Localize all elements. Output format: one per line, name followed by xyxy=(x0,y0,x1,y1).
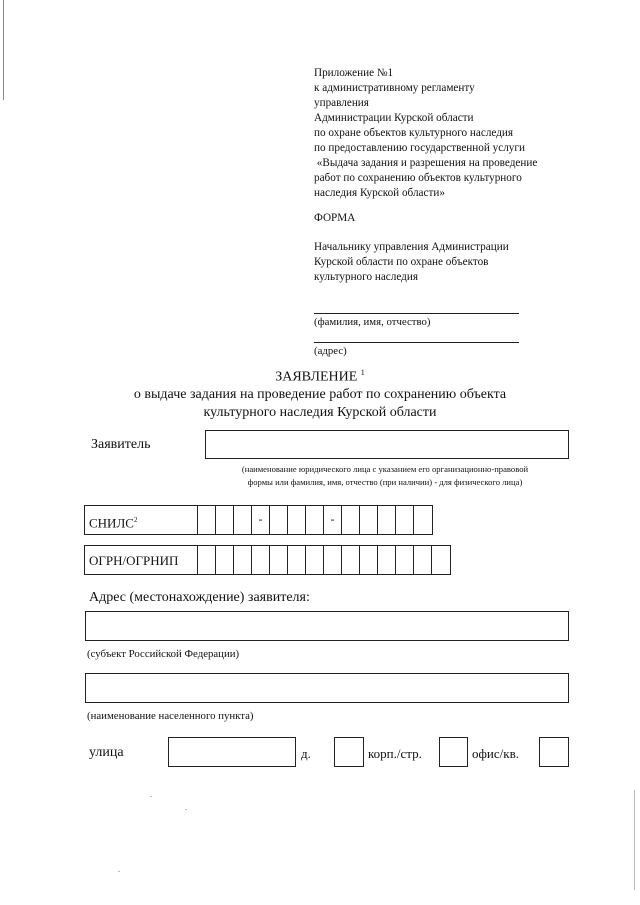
appendix-line: управления xyxy=(314,97,369,109)
snils-label xyxy=(85,506,198,534)
right-margin-mark xyxy=(634,790,635,890)
document-subtitle-line: культурного наследия Курской области xyxy=(203,405,437,420)
ogrn-cell[interactable] xyxy=(432,546,450,574)
applicant-input[interactable] xyxy=(205,430,569,459)
appendix-line: «Выдача задания и разрешения на проведение xyxy=(314,157,538,169)
snils-cell[interactable] xyxy=(378,506,396,534)
applicant-hint-line: (наименование юридического лица с указанием его организационно-правовой xyxy=(241,464,529,474)
fio-line[interactable] xyxy=(314,313,519,314)
ogrn-cell[interactable] xyxy=(414,546,432,574)
title-text: ЗАЯВЛЕНИЕ xyxy=(275,369,358,385)
appendix-line: по предоставлению государственной услуги xyxy=(314,142,525,154)
appendix-line: Администрации Курской области xyxy=(314,112,474,124)
snils-footnote: 2 xyxy=(133,516,138,524)
address-caption: (адрес) xyxy=(314,345,347,357)
ogrn-cell[interactable] xyxy=(288,546,306,574)
office-label: офис/кв. xyxy=(472,746,519,761)
building-input[interactable] xyxy=(439,737,468,767)
snils-cell[interactable] xyxy=(270,506,288,534)
ogrn-cell[interactable] xyxy=(342,546,360,574)
appendix-line: к административному регламенту xyxy=(314,82,475,94)
region-caption: (субъект Российской Федерации) xyxy=(87,648,240,660)
office-input[interactable] xyxy=(539,737,569,767)
addressee-line: культурного наследия xyxy=(314,271,418,283)
applicant-label: Заявитель xyxy=(91,437,151,452)
applicant-hint xyxy=(200,463,570,489)
snils-cell[interactable] xyxy=(360,506,378,534)
street-label: улица xyxy=(89,745,124,760)
snils-separator-cell: - xyxy=(324,506,342,534)
ogrn-cell[interactable] xyxy=(198,546,216,574)
ogrn-cell[interactable] xyxy=(216,546,234,574)
left-margin-mark xyxy=(3,0,4,100)
snils-cell[interactable] xyxy=(234,506,252,534)
snils-cell[interactable] xyxy=(414,506,432,534)
ogrn-cell[interactable] xyxy=(324,546,342,574)
snils-cell[interactable] xyxy=(342,506,360,534)
region-input[interactable] xyxy=(85,611,569,641)
title-footnote: 1 xyxy=(360,368,365,377)
form-label: ФОРМА xyxy=(314,212,356,224)
building-label: корп./стр. xyxy=(368,746,422,761)
appendix-block xyxy=(314,66,614,201)
document-subtitle-line: о выдаче задания на проведение работ по сохранению объекта xyxy=(133,387,507,402)
addressee-block xyxy=(314,240,509,285)
locality-caption: (наименование населенного пункта) xyxy=(87,710,254,722)
address-heading: Адрес (местонахождение) заявителя: xyxy=(89,590,310,605)
ogrn-cell[interactable] xyxy=(234,546,252,574)
snils-field xyxy=(84,505,433,535)
appendix-line: работ по сохранению объектов культурного xyxy=(314,172,522,184)
locality-input[interactable] xyxy=(85,673,569,703)
scan-speck xyxy=(118,871,120,872)
snils-cell[interactable] xyxy=(396,506,414,534)
appendix-line: наследия Курской области» xyxy=(314,187,445,199)
snils-label-text: СНИЛС xyxy=(89,515,134,531)
addressee-line: Начальнику управления Администрации xyxy=(314,241,509,253)
ogrn-cell[interactable] xyxy=(396,546,414,574)
snils-cell[interactable] xyxy=(288,506,306,534)
applicant-hint-line: формы или фамилия, имя, отчество (при наличии) - для физического лица) xyxy=(247,477,523,487)
appendix-line: по охране объектов культурного наследия xyxy=(314,127,514,139)
snils-cell[interactable] xyxy=(216,506,234,534)
ogrn-cell[interactable] xyxy=(360,546,378,574)
snils-separator-cell: - xyxy=(252,506,270,534)
house-input[interactable] xyxy=(334,737,364,767)
scan-speck xyxy=(185,809,187,810)
snils-cell[interactable] xyxy=(306,506,324,534)
addressee-line: Курской области по охране объектов xyxy=(314,256,489,268)
fio-caption: (фамилия, имя, отчество) xyxy=(314,316,431,328)
ogrn-cell[interactable] xyxy=(306,546,324,574)
appendix-line: Приложение №1 xyxy=(314,67,394,79)
address-line[interactable] xyxy=(314,342,519,343)
document-title xyxy=(0,368,640,386)
ogrn-cell[interactable] xyxy=(270,546,288,574)
ogrn-field xyxy=(84,545,451,575)
scan-speck xyxy=(150,796,152,797)
house-label: д. xyxy=(301,746,311,761)
ogrn-cell[interactable] xyxy=(378,546,396,574)
snils-cell[interactable] xyxy=(198,506,216,534)
ogrn-label: ОГРН/ОГРНИП xyxy=(85,546,198,574)
street-input[interactable] xyxy=(168,737,296,767)
ogrn-cell[interactable] xyxy=(252,546,270,574)
